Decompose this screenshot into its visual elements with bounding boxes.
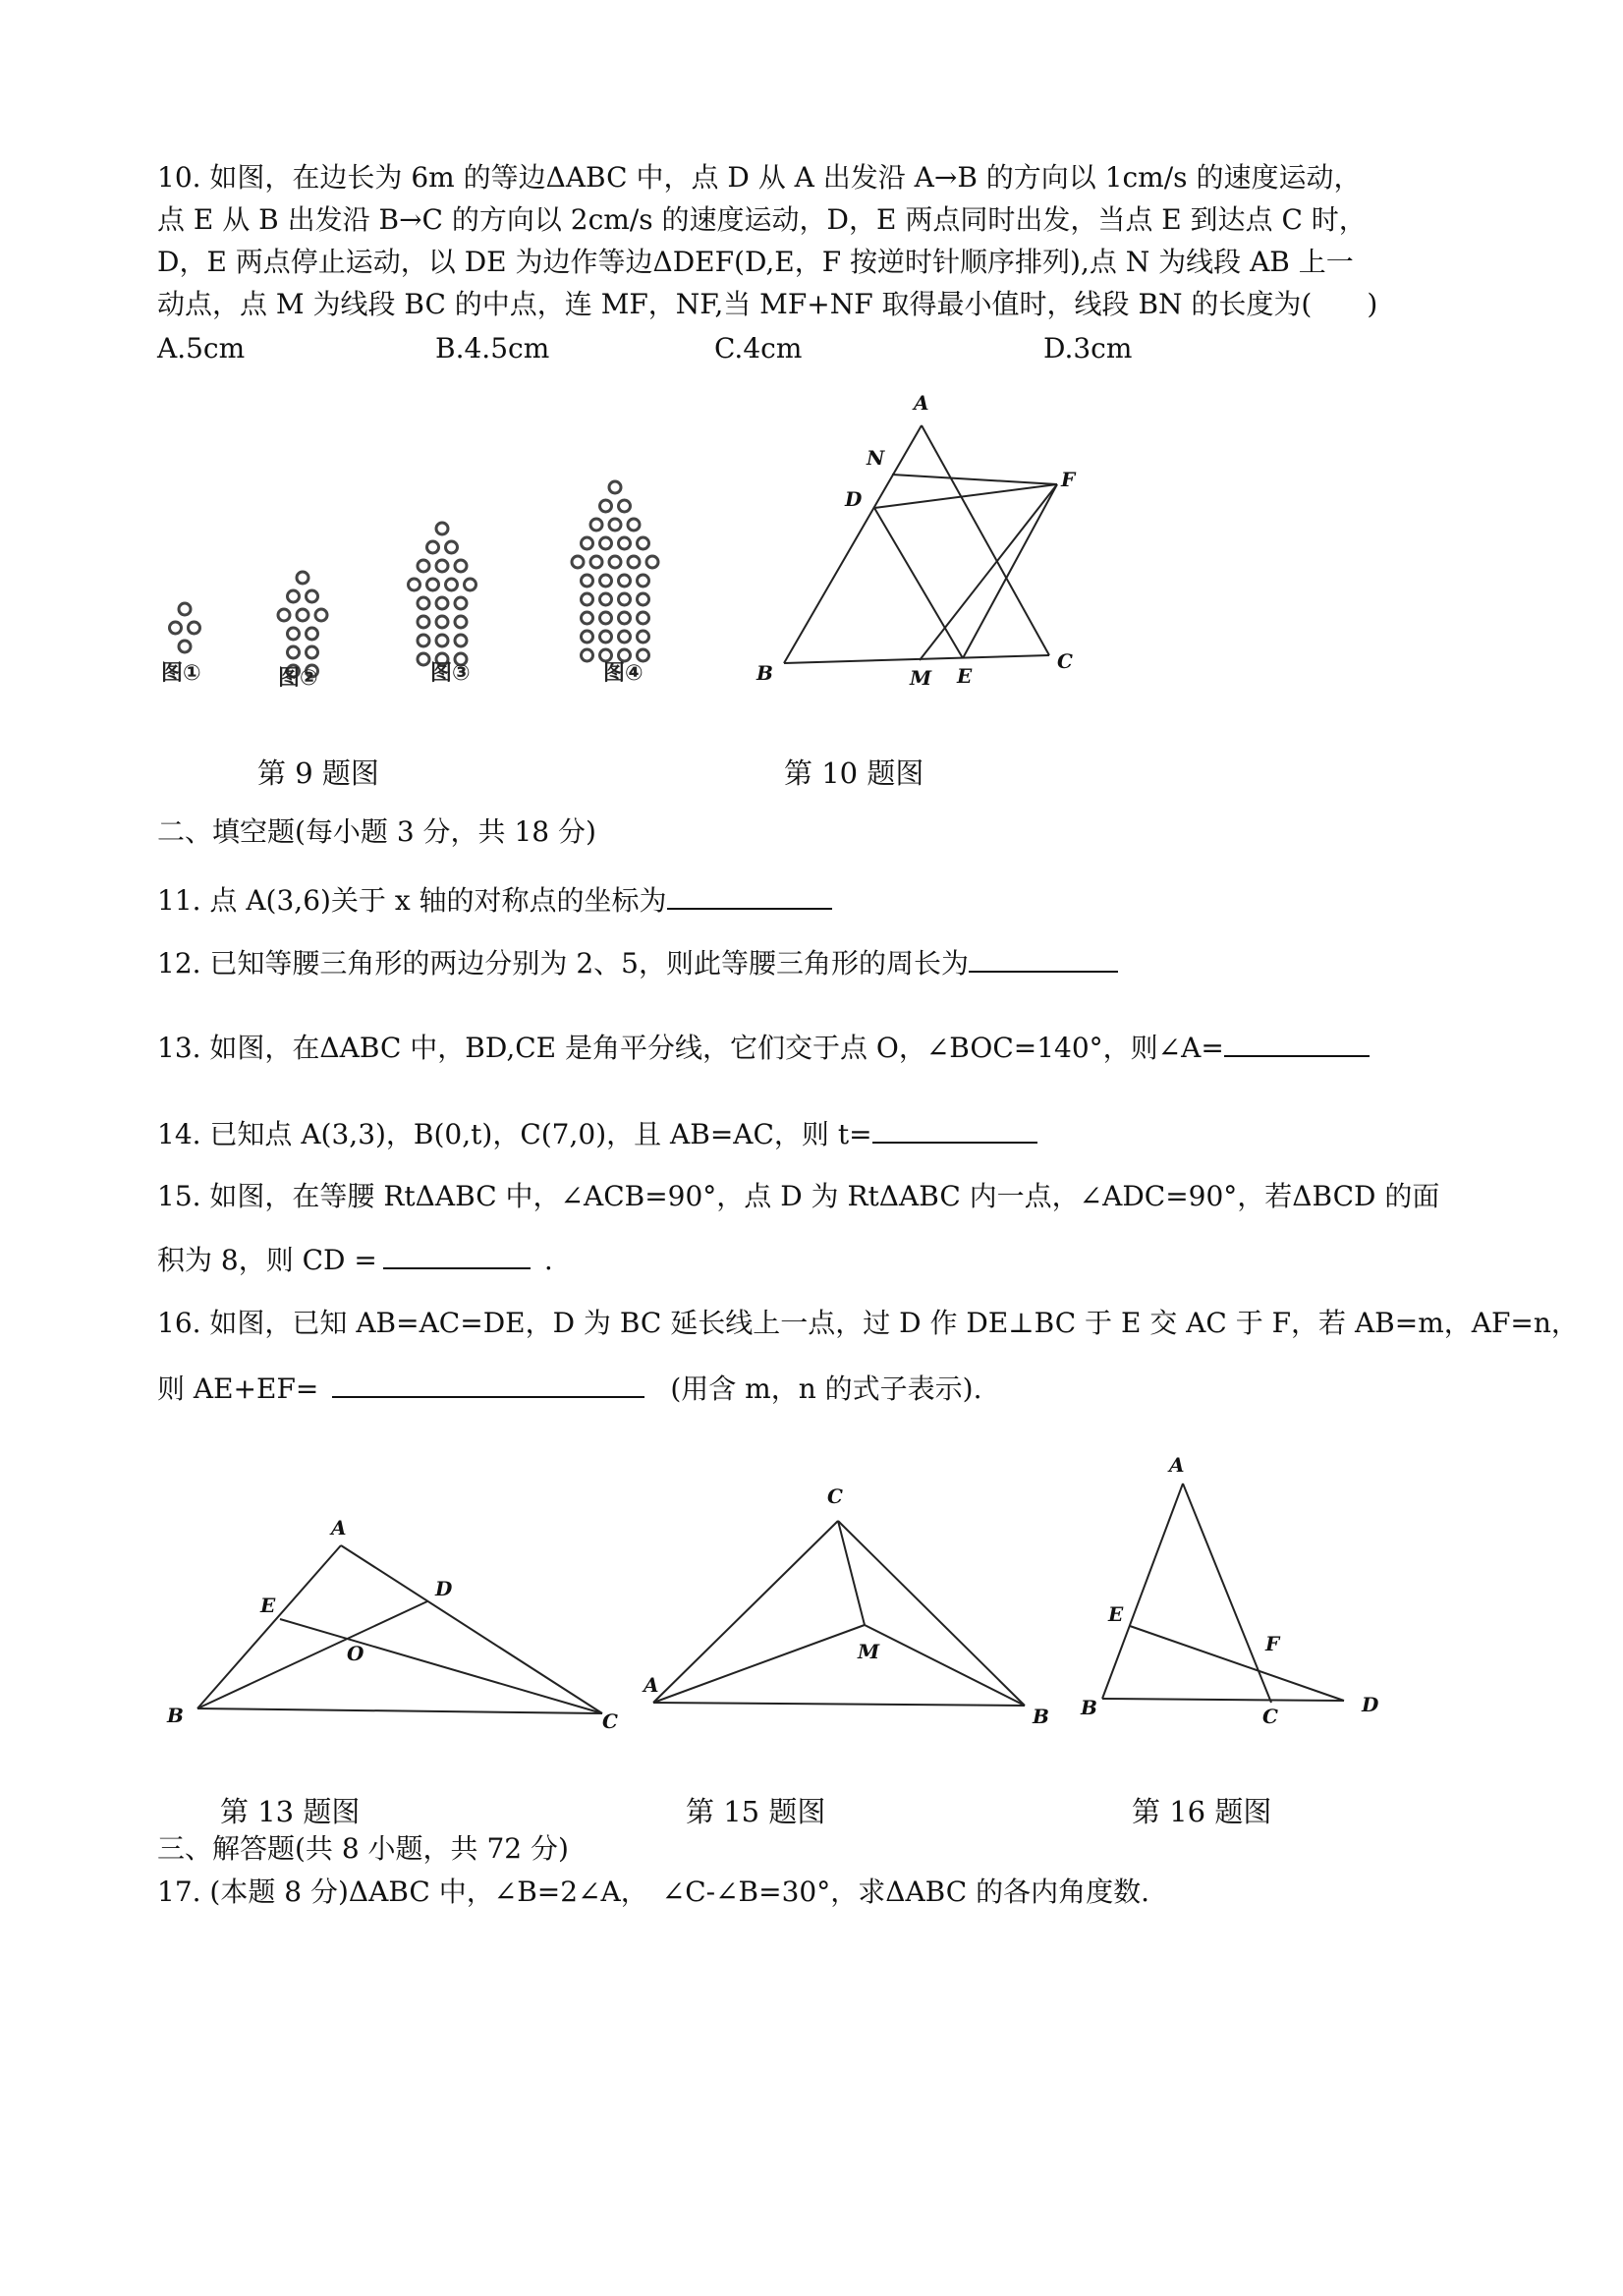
fig15-seg-cm <box>838 1521 865 1625</box>
q10-option-a: A.5cm <box>157 332 246 364</box>
fig9-dot <box>288 590 300 602</box>
fig9-dot <box>436 616 448 628</box>
fig13-point-c: C <box>602 1709 618 1733</box>
fig9-dot <box>638 612 649 624</box>
fig9-dot <box>418 560 429 572</box>
fig9-dot <box>638 537 649 549</box>
fig16-point-c: C <box>1262 1705 1278 1728</box>
fig16-seg-ed <box>1130 1626 1344 1701</box>
fig9-dot <box>638 631 649 643</box>
fig9-dot <box>418 616 429 628</box>
fig9-label-1: 图① <box>161 661 201 686</box>
fig9-dot <box>455 560 467 572</box>
fig16-point-e: E <box>1108 1602 1124 1626</box>
fig9-dot <box>455 635 467 646</box>
fig9-dot <box>307 646 318 658</box>
fig13-bisector-ce <box>280 1619 602 1713</box>
fig15-side-ca <box>653 1521 838 1703</box>
fig13-point-o: O <box>347 1642 364 1665</box>
q10-option-b: B.4.5cm <box>435 332 550 364</box>
fig15-diagram <box>634 1474 1066 1729</box>
fig9-dot <box>418 597 429 609</box>
fig15-seg-am <box>653 1625 865 1703</box>
fig9-dot <box>619 593 631 605</box>
fig13-side-ac <box>341 1545 602 1713</box>
fig10-caption: 第 10 题图 <box>784 756 924 790</box>
fig16-point-d: D <box>1362 1693 1379 1716</box>
q16-answer-blank[interactable] <box>332 1374 644 1398</box>
fig9-dot <box>600 593 612 605</box>
fig9-dot <box>436 523 448 534</box>
fig9-dot <box>436 560 448 572</box>
fig10-seg-ef <box>963 484 1057 658</box>
fig9-dot <box>638 593 649 605</box>
fig9-caption: 第 9 题图 <box>257 756 379 790</box>
fig9-dot <box>628 556 640 568</box>
q14-answer-blank[interactable] <box>872 1120 1037 1144</box>
fig9-dot <box>582 593 593 605</box>
q11-line <box>157 886 832 915</box>
fig13-side-ab <box>197 1545 341 1708</box>
fig13-point-d: D <box>435 1577 453 1600</box>
fig9-dot <box>288 628 300 640</box>
q14-line <box>157 1120 1037 1148</box>
fig16-diagram <box>1071 1454 1385 1729</box>
fig9-dot <box>315 609 327 621</box>
q15-line-1: 15. 如图，在等腰 RtΔABC 中，∠ACB=90°，点 D 为 RtΔABC 内一点，∠ADC=90°，若ΔBCD 的面 <box>157 1180 1440 1212</box>
q12-answer-blank[interactable] <box>969 949 1118 973</box>
fig9-dot <box>278 609 290 621</box>
q15-answer-blank[interactable] <box>383 1246 531 1269</box>
q11-answer-blank[interactable] <box>667 886 832 910</box>
q11-text: 11. 点 A(3,6)关于 x 轴的对称点的坐标为 <box>157 884 667 917</box>
fig9-dot <box>307 628 318 640</box>
fig16-seg-bd <box>1102 1699 1344 1701</box>
fig9-dot <box>609 481 621 493</box>
fig10-point-c: C <box>1057 649 1073 673</box>
q13-line <box>157 1034 1370 1062</box>
fig10-point-f: F <box>1061 468 1076 491</box>
fig10-seg-de <box>874 508 963 658</box>
fig9-dot <box>590 519 602 531</box>
fig9-dot <box>446 541 458 553</box>
fig10-point-d: D <box>845 487 863 511</box>
fig16-caption: 第 16 题图 <box>1132 1795 1272 1828</box>
fig9-dot <box>170 622 182 634</box>
fig9-dot <box>189 622 200 634</box>
fig9-dot <box>572 556 584 568</box>
fig9-dot <box>455 616 467 628</box>
fig9-label-2: 图② <box>278 666 318 691</box>
q10-line-1: 10. 如图，在边长为 6m 的等边ΔABC 中，点 D 从 A 出发沿 A→B 的方向以 1cm/s 的速度运动， <box>157 161 1362 194</box>
q10-option-d: D.3cm <box>1043 332 1133 364</box>
fig9-dot <box>288 646 300 658</box>
section-2-heading: 二、填空题(每小题 3 分，共 18 分) <box>157 815 596 848</box>
fig9-label-4: 图④ <box>603 661 644 686</box>
fig13-caption: 第 13 题图 <box>220 1795 361 1828</box>
fig9-dot <box>619 537 631 549</box>
fig9-dot <box>590 556 602 568</box>
fig9-dot <box>179 603 191 615</box>
fig15-point-b: B <box>1033 1705 1049 1728</box>
fig10-point-b: B <box>756 661 773 685</box>
fig9-dot <box>582 649 593 661</box>
fig9-dot <box>619 612 631 624</box>
fig9-dot <box>600 631 612 643</box>
fig9-dot <box>179 641 191 652</box>
fig9-dot <box>297 572 308 584</box>
fig9-dot <box>582 631 593 643</box>
fig9-dot <box>409 579 420 590</box>
fig9-dot <box>600 649 612 661</box>
fig9-dot <box>446 579 458 590</box>
fig15-seg-mb <box>865 1625 1025 1706</box>
fig10-side-bc <box>784 655 1049 663</box>
fig10-point-a: A <box>914 391 929 415</box>
fig9-pattern-1 <box>170 603 200 652</box>
fig15-side-cb <box>838 1521 1025 1706</box>
q16-text: 则 AE+EF= <box>157 1372 319 1405</box>
q16-line-2 <box>157 1374 982 1403</box>
fig16-side-ab <box>1102 1484 1183 1699</box>
fig9-pattern-2 <box>278 572 327 677</box>
q10-line-2: 点 E 从 B 出发沿 B→C 的方向以 2cm/s 的速度运动，D，E 两点同时出发，当点 E 到达点 C 时， <box>157 203 1367 236</box>
fig13-bisector-bd <box>197 1601 427 1708</box>
q15-line-2 <box>157 1246 553 1274</box>
fig16-point-a: A <box>1169 1453 1185 1477</box>
q12-line <box>157 949 1118 978</box>
fig9-dot <box>465 579 476 590</box>
fig9-dot <box>646 556 658 568</box>
q15-text: 积为 8，则 CD = <box>157 1244 377 1276</box>
fig9-dot <box>582 612 593 624</box>
fig9-dot <box>619 575 631 587</box>
fig9-dot <box>600 612 612 624</box>
fig9-dot <box>427 579 439 590</box>
fig16-point-b: B <box>1081 1696 1097 1719</box>
fig13-diagram <box>162 1513 634 1733</box>
fig9-dot <box>609 556 621 568</box>
q13-text: 13. 如图，在ΔABC 中，BD,CE 是角平分线，它们交于点 O，∠BOC=140°，则∠A= <box>157 1032 1224 1064</box>
fig9-dot <box>418 635 429 646</box>
fig10-diagram <box>747 388 1120 702</box>
fig9-pattern-4 <box>572 481 658 661</box>
section-3-heading: 三、解答题(共 8 小题，共 72 分) <box>157 1832 569 1865</box>
fig9-dot <box>582 575 593 587</box>
fig9-dot <box>600 500 612 512</box>
fig16-point-f: F <box>1265 1632 1280 1655</box>
fig9-dot <box>600 537 612 549</box>
fig9-dot <box>619 649 631 661</box>
fig10-side-ab <box>784 425 922 663</box>
fig9-dot <box>297 609 308 621</box>
q14-text: 14. 已知点 A(3,3)，B(0,t)，C(7,0)，且 AB=AC，则 t= <box>157 1118 872 1150</box>
q16-suffix: (用含 m，n 的式子表示). <box>670 1372 982 1405</box>
fig9-dot <box>619 500 631 512</box>
fig9-dot <box>427 541 439 553</box>
fig9-dot <box>436 597 448 609</box>
fig9-dot <box>638 575 649 587</box>
fig9-dot <box>418 653 429 665</box>
q10-line-3: D，E 两点停止运动，以 DE 为边作等边ΔDEF(D,E，F 按逆时针顺序排列),点 N 为线段 AB 上一 <box>157 246 1354 278</box>
fig13-side-bc <box>197 1708 602 1713</box>
fig15-caption: 第 15 题图 <box>686 1795 826 1828</box>
q16-line-1: 16. 如图，已知 AB=AC=DE，D 为 BC 延长线上一点，过 D 作 DE⊥BC 于 E 交 AC 于 F，若 AB=m，AF=n， <box>157 1307 1579 1339</box>
fig9-dot <box>582 537 593 549</box>
fig9-dot-patterns <box>147 462 698 786</box>
fig10-seg-nf <box>892 475 1057 484</box>
fig10-point-n: N <box>867 446 885 470</box>
q10-option-c: C.4cm <box>714 332 803 364</box>
fig9-dot <box>307 590 318 602</box>
fig15-point-a: A <box>644 1673 659 1697</box>
fig9-dot <box>600 575 612 587</box>
q12-text: 12. 已知等腰三角形的两边分别为 2、5，则此等腰三角形的周长为 <box>157 947 969 980</box>
fig9-dot <box>619 631 631 643</box>
fig9-dot <box>609 519 621 531</box>
fig15-point-m: M <box>858 1640 880 1663</box>
q15-suffix: . <box>543 1244 553 1276</box>
fig13-point-e: E <box>260 1594 276 1617</box>
fig9-label-3: 图③ <box>430 661 471 686</box>
fig10-point-m: M <box>910 666 932 690</box>
fig13-point-b: B <box>167 1704 184 1727</box>
fig9-dot <box>436 635 448 646</box>
fig15-point-c: C <box>827 1484 843 1508</box>
q10-line-4: 动点，点 M 为线段 BC 的中点，连 MF，NF,当 MF+NF 取得最小值时，线段 BN 的长度为( ) <box>157 288 1378 320</box>
q13-answer-blank[interactable] <box>1224 1034 1370 1057</box>
fig13-point-a: A <box>331 1516 347 1540</box>
fig15-side-ab <box>653 1703 1025 1706</box>
fig9-dot <box>638 649 649 661</box>
fig9-dot <box>628 519 640 531</box>
fig9-dot <box>455 597 467 609</box>
q17-line: 17. (本题 8 分)ΔABC 中，∠B=2∠A， ∠C-∠B=30°，求ΔABC 的各内角度数. <box>157 1876 1149 1908</box>
fig9-pattern-3 <box>409 523 476 665</box>
fig10-point-e: E <box>957 664 973 688</box>
